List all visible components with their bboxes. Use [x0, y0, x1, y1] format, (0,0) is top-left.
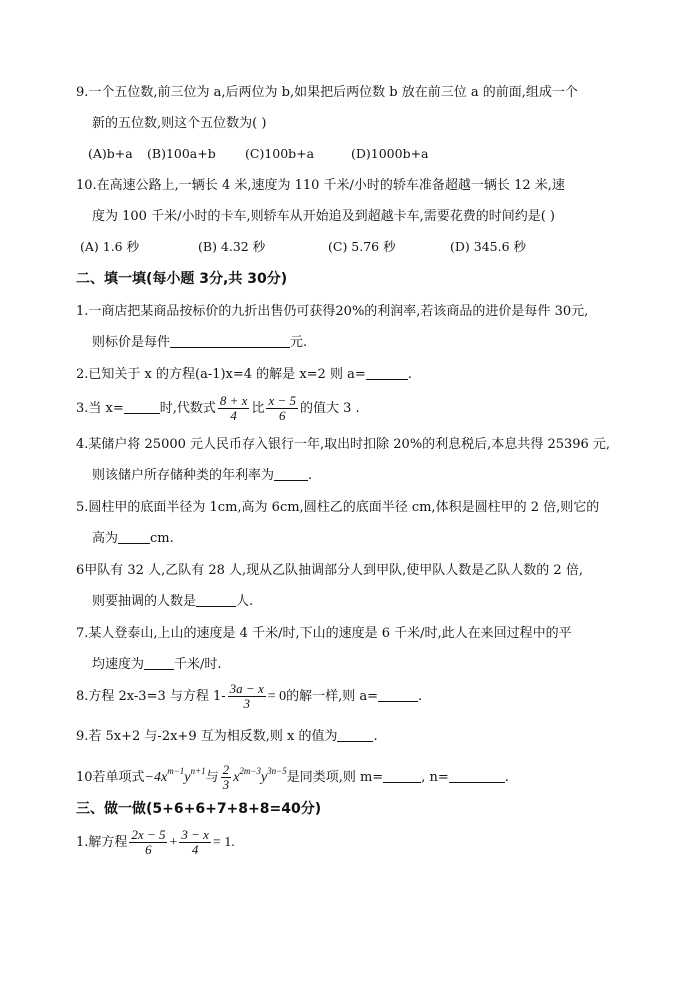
q10-line1: 10.在高速公路上,一辆长 4 米,速度为 110 千米/小时的轿车准备超越一辆长 12 米,速	[76, 178, 565, 193]
fill-5-line2: 高为 cm.	[92, 531, 174, 546]
section-3-heading: 三、做一做(5+6+6+7+8+8=40分)	[76, 801, 322, 817]
fraction-2x-minus-5-over-6: $\frac{2x - 5}{6}$	[131, 827, 166, 857]
fill-3: 3.当 x= 时,代数式 $\frac{8 + x}{4}$ 比 $\frac{x - 5}{6}$ 的值大 3 .	[76, 393, 360, 423]
fill-6-line2: 则要抽调的人数是 人.	[92, 594, 254, 609]
answer-blank[interactable]	[366, 366, 408, 380]
q9-option-c: (C)100b+a	[245, 146, 315, 161]
q10-option-d: (D) 345.6 秒	[450, 239, 527, 254]
solve-1: 1.解方程 $\frac{2x - 5}{6}$ + $\frac{3 - x}{4}$ = 1.	[76, 827, 235, 857]
q10-option-c: (C) 5.76 秒	[328, 239, 396, 254]
q9-line1: 9.一个五位数,前三位为 a,后两位为 b,如果把后两位数 b 放在前三位 a 的前面,组成一个	[76, 85, 578, 100]
fraction-2-over-3: $\frac{2}{3}$	[222, 762, 230, 792]
fill-9: 9.若 5x+2 与-2x+9 互为相反数,则 x 的值为 .	[76, 729, 378, 744]
fill-1-line1: 1.一商店把某商品按标价的九折出售仍可获得20%的利润率,若该商品的进价是每件 30元,	[76, 304, 589, 319]
fill-6-line1: 6甲队有 32 人,乙队有 28 人,现从乙队抽调部分人到甲队,使甲队人数是乙队人数的 2 倍,	[76, 563, 583, 578]
q9-option-d: (D)1000b+a	[351, 146, 429, 161]
fraction-x-minus-5-over-6: $\frac{x - 5}{6}$	[268, 393, 297, 423]
fraction-3-minus-x-over-4: $\frac{3 - x}{4}$	[181, 827, 209, 857]
q10-option-a: (A) 1.6 秒	[80, 239, 140, 254]
q10-line2: 度为 100 千米/小时的卡车,则轿车从开始追及到超越卡车,需要花费的时间约是( )	[92, 209, 555, 224]
fill-4-line1: 4.某储户将 25000 元人民币存入银行一年,取出时扣除 20%的利息税后,本息共得 25396 元,	[76, 437, 611, 452]
answer-blank[interactable]	[118, 530, 150, 544]
answer-blank[interactable]	[449, 769, 505, 783]
fill-7-line2: 均速度为 千米/时.	[92, 657, 222, 672]
answer-blank[interactable]	[144, 656, 174, 670]
fraction-8-plus-x-over-4: $\frac{8 + x}{4}$	[219, 393, 248, 423]
answer-blank[interactable]	[378, 688, 418, 702]
fill-7-line1: 7.某人登泰山,上山的速度是 4 千米/时,下山的速度是 6 千米/时,此人在来回过程中的平	[76, 626, 572, 641]
fill-5-line1: 5.圆柱甲的底面半径为 1cm,高为 6cm,圆柱乙的底面半径 cm,体积是圆柱甲的 2 倍,则它的	[76, 500, 600, 515]
fill-4-line2: 则该储户所存储种类的年利率为 .	[92, 468, 313, 483]
answer-blank[interactable]	[196, 593, 236, 607]
answer-blank[interactable]	[337, 728, 373, 742]
fraction-3a-minus-x-over-3: $\frac{3a - x}{3}$	[229, 681, 264, 711]
section-2-heading: 二、填一填(每小题 3分,共 30分)	[76, 271, 288, 287]
fill-10: 10若单项式$-4x^{m-1}y^{n+1}$与 $\frac{2}{3}$ $x^{2m-3}y^{3n-5}$是同类项,则 m= , n= .	[76, 762, 509, 792]
monomial-2: $x^{2m-3}y^{3n-5}$	[233, 766, 287, 785]
q9-line2: 新的五位数,则这个五位数为( )	[92, 116, 267, 131]
answer-blank[interactable]	[383, 769, 421, 783]
fill-1-line2: 则标价是每件 元.	[92, 335, 308, 350]
answer-blank[interactable]	[274, 467, 308, 481]
q9-option-a: (A)b+a	[88, 146, 133, 161]
q9-option-b: (B)100a+b	[147, 146, 216, 161]
q10-option-b: (B) 4.32 秒	[198, 239, 266, 254]
fill-2: 2.已知关于 x 的方程(a-1)x=4 的解是 x=2 则 a= .	[76, 367, 412, 382]
answer-blank[interactable]	[124, 400, 160, 414]
fill-8: 8.方程 2x-3=3 与方程 1- $\frac{3a - x}{3}$ = 0的解一样,则 a= .	[76, 681, 423, 711]
monomial-1: $-4x^{m-1}y^{n+1}$	[144, 766, 206, 785]
answer-blank[interactable]	[170, 334, 290, 348]
